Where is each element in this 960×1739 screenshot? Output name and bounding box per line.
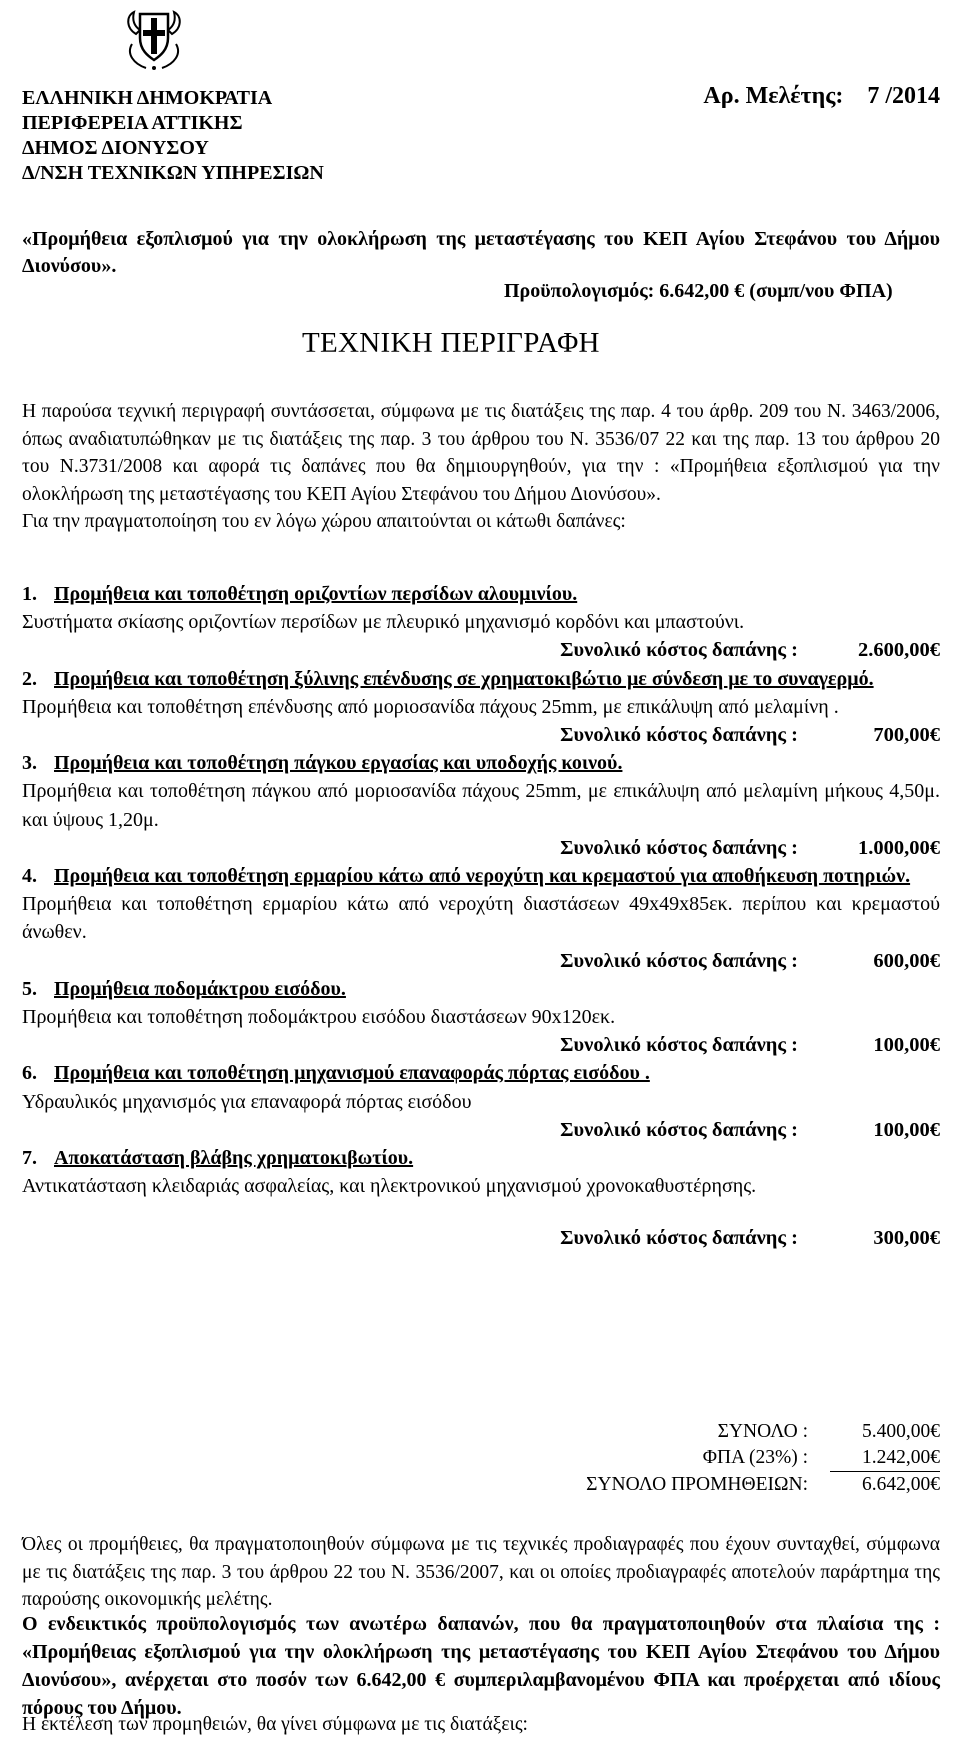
item-cost-label: Συνολικό κόστος δαπάνης : — [560, 949, 798, 972]
item-description: Αντικατάσταση κλειδαριάς ασφαλείας, και ηλεκτρονικού μηχανισμού χρονοκαθυστέρησης. — [22, 1175, 757, 1198]
totals-value: 1.242,00€ — [830, 1445, 940, 1472]
totals-row-grand — [586, 1472, 940, 1499]
item-description: Υδραυλικός μηχανισμός για επαναφορά πόρτας εισόδου — [22, 1090, 472, 1113]
item-cost-label: Συνολικό κόστος δαπάνης : — [560, 724, 798, 747]
study-number — [703, 83, 940, 110]
item-cost-label: Συνολικό κόστος δαπάνης : — [560, 1118, 798, 1141]
item-title-text: Προμήθεια και τοποθέτηση ερμαρίου κάτω από νεροχύτη και κρεμαστού για αποθήκευση ποτηριών. — [54, 865, 911, 888]
item-number: 4. — [22, 865, 37, 888]
greek-coat-of-arms-icon — [122, 4, 186, 72]
item-cost-value: 100,00€ — [873, 1118, 940, 1141]
page-title: ΤΕΧΝΙΚΗ ΠΕΡΙΓΡΑΦΗ — [302, 327, 600, 359]
item-number: 5. — [22, 977, 37, 1000]
item-title-text: Προμήθεια και τοποθέτηση ξύλινης επένδυσης σε χρηματοκιβώτιο με σύνδεση με το συναγερμό. — [54, 667, 874, 690]
item-cost-value: 1.000,00€ — [858, 836, 940, 859]
totals-block — [586, 1419, 940, 1498]
item-title-text: Προμήθεια και τοποθέτηση πάγκου εργασίας και υποδοχής κοινού. — [54, 752, 623, 775]
item-cost — [22, 636, 940, 664]
item-number: 3. — [22, 752, 37, 775]
item-description: Συστήματα σκίασης οριζοντίων περσίδων με πλευρικό μηχανισμό κορδόνι και μπαστούνι. — [22, 611, 745, 634]
header-line-region: ΠΕΡΙΦΕΡΕΙΑ ΑΤΤΙΚΗΣ — [22, 112, 243, 134]
intro-text: Η παρούσα τεχνική περιγραφή συντάσσεται, σύμφωνα με τις διατάξεις της παρ. 4 του άρθρ. 209 του Ν. 3463/2006, όπως αναδιατυπώθηκαν με τις διατάξεις της παρ. 3 του άρθρου του Ν. 3536/07 22 και της παρ. 13 του άρθρου 20 του Ν.3731/2008 και αφορά τις δαπάνες που θα δημιουργηθούν, για την : «Προμήθεια εξοπλισμού για την ολοκλήρωση της μεταστέγασης του ΚΕΠ Αγίου Στεφάνου του Δήμου Διονύσου». — [22, 401, 940, 505]
item-cost — [22, 834, 940, 862]
item-cost-label: Συνολικό κόστος δαπάνης : — [560, 836, 798, 859]
item-title — [22, 580, 940, 608]
item-title-text: Προμήθεια ποδομάκτρου εισόδου. — [54, 977, 346, 1000]
item-title — [22, 975, 940, 1003]
expense-item — [22, 665, 940, 750]
item-cost-label: Συνολικό κόστος δαπάνης : — [560, 639, 798, 662]
intro-text-2: Για την πραγματοποίηση του εν λόγω χώρου απαιτούνται οι κάτωθι δαπάνες: — [22, 511, 626, 533]
header-line-republic: ΕΛΛΗΝΙΚΗ ΔΗΜΟΚΡΑΤΙΑ — [22, 87, 273, 109]
item-cost-value: 600,00€ — [873, 949, 940, 972]
item-cost-value: 100,00€ — [873, 1034, 940, 1057]
expense-items — [22, 580, 940, 1253]
budget-line — [504, 280, 893, 303]
expense-item — [22, 975, 940, 1060]
item-title-text: Αποκατάσταση βλάβης χρηματοκιβωτίου. — [54, 1147, 414, 1170]
item-number: 7. — [22, 1147, 37, 1170]
item-description: Προμήθεια και τοποθέτηση πάγκου από μοριοσανίδα πάχους 25mm, με επικάλυψη από μελαμίνη μήκους 4,50μ. και ύψους 1,20μ. — [22, 780, 940, 831]
item-number: 6. — [22, 1062, 37, 1085]
item-description: Προμήθεια και τοποθέτηση ποδομάκτρου εισόδου διαστάσεων 90x120εκ. — [22, 1006, 616, 1029]
item-description: Προμήθεια και τοποθέτηση επένδυσης από μοριοσανίδα πάχους 25mm, με επικάλυψη από μελαμίνη . — [22, 695, 839, 718]
item-cost-value: 2.600,00€ — [858, 639, 940, 662]
expense-item — [22, 1144, 940, 1253]
item-cost — [22, 1116, 940, 1144]
expense-item — [22, 580, 940, 665]
budget-value: 6.642,00 € (συμπ/νου ΦΠΑ) — [659, 280, 893, 302]
item-title-text: Προμήθεια και τοποθέτηση μηχανισμού επαναφοράς πόρτας εισόδου . — [54, 1062, 650, 1085]
study-label: Αρ. Μελέτης: — [703, 83, 844, 109]
totals-label: ΣΥΝΟΛΟ : — [717, 1421, 808, 1442]
item-cost — [22, 721, 940, 749]
header-line-directorate: Δ/ΝΣΗ ΤΕΧΝΙΚΩΝ ΥΠΗΡΕΣΙΩΝ — [22, 162, 324, 184]
header-line-municipality: ΔΗΜΟΣ ΔΙΟΝΥΣΟΥ — [22, 137, 209, 159]
totals-row-vat — [586, 1445, 940, 1472]
item-title — [22, 749, 940, 777]
item-cost — [22, 1031, 940, 1059]
budget-label: Προϋπολογισμός: — [504, 280, 655, 302]
totals-value: 5.400,00€ — [862, 1421, 940, 1442]
item-cost-label: Συνολικό κόστος δαπάνης : — [560, 1034, 798, 1057]
item-description: Προμήθεια και τοποθέτηση ερμαρίου κάτω από νεροχύτη διαστάσεων 49x49x85εκ. περίπου και κρεμαστού άνωθεν. — [22, 893, 940, 944]
item-title — [22, 1144, 940, 1172]
study-value: 7 /2014 — [867, 83, 940, 109]
item-number: 2. — [22, 667, 37, 690]
item-title — [22, 862, 940, 890]
item-title-text: Προμήθεια και τοποθέτηση οριζοντίων περσίδων αλουμινίου. — [54, 583, 578, 605]
totals-table — [586, 1419, 940, 1498]
expense-item — [22, 749, 940, 862]
totals-row-subtotal — [586, 1419, 940, 1445]
item-cost — [22, 947, 940, 975]
item-cost-value: 700,00€ — [873, 724, 940, 747]
subject: «Προμήθεια εξοπλισμού για την ολοκλήρωση της μεταστέγασης του ΚΕΠ Αγίου Στεφάνου του Δήμου Διονύσου». — [22, 228, 940, 277]
item-title — [22, 665, 940, 693]
intro-paragraph — [22, 398, 940, 536]
totals-label: ΣΥΝΟΛΟ ΠΡΟΜΗΘΕΙΩΝ: — [586, 1473, 808, 1495]
expense-item — [22, 862, 940, 975]
item-cost — [22, 1224, 940, 1252]
expense-item — [22, 1059, 940, 1144]
item-cost-value: 300,00€ — [873, 1227, 940, 1250]
execution-line: Η εκτέλεση των προμηθειών, θα γίνει σύμφωνα με τις διατάξεις: — [22, 1714, 528, 1735]
item-number: 1. — [22, 583, 37, 605]
item-cost-label: Συνολικό κόστος δαπάνης : — [560, 1227, 798, 1250]
totals-label: ΦΠΑ (23%) : — [702, 1447, 808, 1469]
totals-value: 6.642,00€ — [862, 1474, 940, 1495]
closing-paragraph: Όλες οι προμήθειες, θα πραγματοποιηθούν σύμφωνα με τις τεχνικές προδιαγραφές που έχουν συνταχθεί, σύμφωνα με τις διατάξεις της παρ. 3 του άρθρου 22 του Ν. 3536/2007, και οι οποίες προδιαγραφές αποτελούν παράρτημα της παρούσης οικονομικής μελέτης. — [22, 1534, 940, 1611]
item-title — [22, 1059, 940, 1087]
budget-summary-paragraph: Ο ενδεικτικός προϋπολογισμός των ανωτέρω δαπανών, που θα πραγματοποιηθούν στα πλαίσια της : «Προμήθειας εξοπλισμού για την ολοκλήρωση της μεταστέγασης του ΚΕΠ Αγίου Στεφάνου του Δήμου Διονύσου», ανέρχεται στο ποσόν των 6.642,00 € συμπεριλαμβανομένου ΦΠΑ και προέρχεται από ιδίους πόρους του Δήμου. — [22, 1613, 940, 1719]
